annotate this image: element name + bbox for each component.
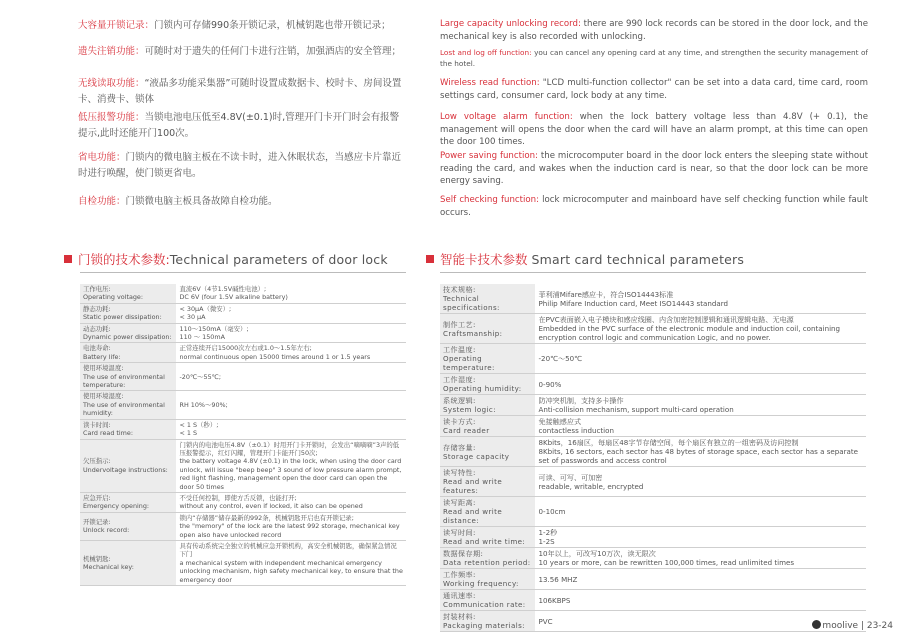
feature-item-en — [440, 194, 868, 219]
spec-value-line: the battery voltage 4.8V (±0.1) in the lock, when using the door card unlock, will issue "beep beep" 3 sound of low pressure alarm prompt, red light flashing, management open the door card can open the door 50 times — [179, 457, 402, 491]
spec-key-cn: 技术规格: — [443, 285, 476, 294]
spec-value — [176, 391, 406, 419]
spec-value — [535, 467, 866, 497]
spec-row — [80, 492, 406, 512]
spec-value-line: 门锁内的电池电压4.8V（±0.1）时用开门卡开锁时，会发出“嘀嘀嘀”3声的低压报警提示，红灯闪耀，管理开门卡能开门50次; — [179, 440, 400, 457]
spec-key — [80, 419, 176, 439]
page-footer: moolive | 23-24 — [812, 620, 893, 631]
spec-row — [440, 497, 866, 527]
smart-card-spec-table — [440, 284, 866, 632]
spec-row — [440, 467, 866, 497]
spec-row — [80, 512, 406, 540]
spec-value-line: PVC — [538, 616, 553, 626]
spec-row — [80, 343, 406, 363]
spec-value-line: 正常连续开启15000次左右或1.0～1.5年左右; — [179, 344, 312, 353]
spec-key-cn: 存储容量: — [443, 442, 476, 452]
spec-key-cn: 电池寿命: — [83, 344, 111, 353]
spec-key — [440, 437, 535, 467]
spec-key — [440, 416, 535, 437]
spec-value-line: < 1 S（秒）; — [179, 420, 219, 429]
spec-key-en: Mechanical key: — [83, 562, 134, 571]
spec-row — [80, 284, 406, 303]
spec-value-line: Philip Mifare Induction card, Meet ISO14443 standard — [538, 298, 728, 308]
spec-key-cn: 读写时间: — [443, 528, 476, 537]
spec-key-cn: 系统逻辑: — [443, 396, 476, 405]
spec-value-line: 110～150mA（毫安）; — [179, 324, 249, 333]
spec-key-cn: 工作电压: — [83, 285, 111, 293]
spec-value-line: 8Kbits，16扇区，每扇区48字节存储空间，每个扇区有独立的一组密码及访问控制 — [538, 438, 799, 447]
section-title-en: Technical parameters of door lock — [169, 252, 388, 267]
spec-key-cn: 制作工艺: — [443, 319, 476, 329]
spec-key — [440, 395, 535, 416]
feature-text: you can cancel any opening card at any time, and strengthen the security management of the hotel. — [440, 48, 868, 68]
feature-item-en — [440, 47, 868, 69]
spec-key-en: Static power dissipation: — [83, 313, 162, 322]
feature-item-en — [440, 77, 868, 102]
spec-value-line: Embedded in the PVC surface of the electronic module and induction coil, containing encryption control logic and communication Logic, and no power. — [538, 324, 841, 342]
spec-key-cn: 读写距离: — [443, 498, 476, 507]
feature-text: 可随时对于遗失的任何门卡进行注销，加强酒店的安全管理； — [144, 46, 402, 57]
spec-value — [535, 527, 866, 548]
spec-value — [176, 419, 406, 439]
spec-row — [440, 437, 866, 467]
spec-value — [535, 548, 866, 569]
spec-key-en: Storage capacity — [443, 451, 510, 461]
spec-row — [80, 391, 406, 419]
spec-key — [440, 590, 535, 611]
spec-value — [176, 284, 406, 303]
spec-key-en: Unlock record: — [83, 526, 130, 535]
spec-key — [80, 512, 176, 540]
feature-label: Large capacity unlocking record: — [440, 19, 581, 29]
spec-key-en: Read and write features: — [443, 477, 503, 495]
divider — [440, 272, 866, 273]
spec-key — [80, 323, 176, 343]
spec-value-line: 可读、可写、可加密 — [538, 472, 603, 482]
spec-key-en: Read and write time: — [443, 537, 526, 546]
feature-item-cn — [78, 18, 408, 34]
spec-value — [176, 540, 406, 585]
spec-key-cn: 使用环境湿度: — [83, 392, 124, 401]
feature-item-en — [440, 111, 868, 149]
spec-value-line: 1-2秒 — [538, 528, 558, 537]
spec-value — [535, 569, 866, 590]
spec-value-line: a mechanical system with independent mechanical emergency unlocking mechanism, high safety mechanical key, to ensure that the emergency door — [179, 558, 403, 584]
spec-value-line: 10 years or more, can be rewritten 100,000 times, read unlimited times — [538, 558, 795, 567]
spec-key-en: Communication rate: — [443, 600, 526, 609]
section-title-door-lock — [64, 250, 388, 268]
spec-row — [440, 284, 866, 314]
spec-value-line: the "memory" of the lock are the latest 992 storage, mechanical key open also have unlocked record — [179, 522, 400, 539]
feature-item-en — [440, 18, 868, 43]
feature-item-cn — [78, 44, 408, 60]
spec-key-en: Data retention period: — [443, 558, 531, 567]
spec-key — [80, 439, 176, 492]
spec-key-en: Working frequency: — [443, 579, 519, 588]
spec-key-en: Operating voltage: — [83, 293, 144, 302]
feature-item-cn — [78, 194, 408, 210]
spec-row — [440, 314, 866, 344]
page-numbers: 23-24 — [866, 621, 893, 631]
spec-value-line: < 30μA（微安）; — [179, 304, 232, 313]
spec-value-line: RH 10%～90%; — [179, 400, 228, 409]
spec-value — [535, 416, 866, 437]
spec-key-en: Card read time: — [83, 429, 133, 438]
spec-key-en: Operating humidity: — [443, 384, 522, 393]
spec-key-en: The use of environmental humidity: — [83, 400, 165, 418]
spec-value — [176, 439, 406, 492]
spec-key — [80, 363, 176, 391]
spec-key-cn: 工作湿度: — [443, 375, 476, 384]
spec-key-cn: 读卡时间: — [83, 420, 111, 429]
spec-value-line: 106KBPS — [538, 595, 571, 605]
spec-value-line: 防冲突机制，支持多卡操作 — [538, 396, 624, 405]
spec-row — [80, 363, 406, 391]
spec-row — [80, 419, 406, 439]
spec-value — [535, 284, 866, 314]
spec-value-line: DC 6V (four 1.5V alkaline battery) — [179, 293, 288, 302]
spec-row — [440, 395, 866, 416]
spec-key — [80, 540, 176, 585]
spec-key — [440, 284, 535, 314]
feature-label: 遗失注销功能： — [78, 46, 145, 57]
spec-row — [440, 344, 866, 374]
spec-key — [440, 527, 535, 548]
spec-value-line: < 1 S — [179, 429, 198, 438]
feature-text: there are 990 lock records can be stored in the door lock, and the mechanical key is also recorded with unlocking. — [440, 19, 869, 42]
spec-value-line: 菲利浦Mifare感应卡，符合ISO14443标准 — [538, 289, 674, 299]
spec-key — [440, 497, 535, 527]
feature-label: Lost and log off function: — [440, 48, 532, 57]
spec-key — [440, 374, 535, 395]
spec-value-line: 在PVC表面嵌入电子模块和感应线圈、内含加密控制逻辑和通讯逻辑电路、无电源 — [538, 315, 794, 324]
door-lock-spec-table — [80, 284, 406, 586]
spec-key — [80, 492, 176, 512]
spec-value-line: 锁内“存储器”储存最新的992条，机械钥匙开启也有开锁记录; — [179, 513, 354, 522]
red-square-bullet — [64, 255, 72, 263]
spec-value-line: < 30 μA — [179, 313, 206, 322]
spec-row — [80, 439, 406, 492]
spec-key-cn: 数据保存期: — [443, 549, 484, 558]
spec-key-cn: 通讯速率: — [443, 591, 476, 600]
spec-key — [440, 569, 535, 590]
spec-row — [440, 548, 866, 569]
spec-value — [535, 590, 866, 611]
spec-value — [535, 437, 866, 467]
spec-key-en: Battery life: — [83, 352, 121, 361]
spec-row — [80, 323, 406, 343]
spec-value-line: contactless induction — [538, 426, 614, 435]
spec-value-line: without any control, even if locked, it also can be opened — [179, 502, 363, 511]
spec-key-cn: 开锁记录: — [83, 517, 111, 526]
feature-text: when the lock battery voltage less than 4.8V (+ 0.1), the management will opens the door when the card will have an alarm prompt, at this time can open the door 100 times. — [440, 112, 868, 147]
feature-label: 自检功能： — [78, 196, 126, 207]
spec-key-cn: 工作温度: — [443, 345, 476, 354]
feature-item-cn — [78, 150, 408, 182]
feature-text: 门锁微电脑主板具备故障自检功能。 — [125, 196, 278, 207]
spec-row — [440, 527, 866, 548]
feature-item-en — [440, 150, 868, 188]
feature-text: 门锁内的微电脑主板在不读卡时，进入休眠状态，当感应卡片靠近时进行唤醒，使门锁更省电。 — [78, 152, 402, 179]
brand-logo-icon — [812, 620, 821, 629]
spec-key — [440, 611, 535, 632]
divider — [80, 272, 406, 273]
section-title-en: Smart card technical parameters — [531, 252, 745, 267]
spec-value — [176, 343, 406, 363]
feature-text: 门锁内可存储990条开锁记录，机械钥匙也带开锁记录； — [154, 20, 391, 31]
feature-label: Self checking function: — [440, 195, 539, 205]
spec-value-line: 10年以上，可改写10万次，读无限次 — [538, 549, 656, 558]
spec-value-line: 免接触感应式 — [538, 417, 582, 426]
spec-value-line: 13.56 MHZ — [538, 574, 578, 584]
spec-value-line: 0-90% — [538, 379, 562, 389]
section-title-smart-card — [426, 250, 744, 268]
spec-row — [440, 590, 866, 611]
spec-key — [80, 391, 176, 419]
feature-text: lock microcomputer and mainboard have self checking function while fault occurs. — [440, 195, 868, 218]
spec-key-en: Undervoltage instructions: — [83, 465, 168, 474]
spec-key-cn: 工作频率: — [443, 570, 476, 579]
spec-key-en: The use of environmental temperature: — [83, 372, 165, 390]
spec-key-cn: 封装材料: — [443, 612, 476, 621]
spec-value — [535, 497, 866, 527]
spec-value — [535, 344, 866, 374]
spec-value-line: 具有传动系统完全独立的机械应急开锁机构，高安全机械钥匙，确保紧急情况下门 — [179, 541, 397, 559]
brand-name: moolive — [822, 621, 859, 631]
spec-value — [535, 374, 866, 395]
spec-value-line: 110 ～ 150mA — [179, 333, 225, 342]
feature-label: 大容量开锁记录： — [78, 20, 155, 31]
spec-value-line: 不受任何控制，即使方舌反锁，也能打开; — [179, 493, 297, 502]
spec-key-en: Read and write distance: — [443, 507, 503, 525]
spec-key — [440, 344, 535, 374]
spec-value-line: 1-2S — [538, 537, 555, 546]
spec-key-en: Craftsmanship: — [443, 328, 503, 338]
spec-key-cn: 动态功耗: — [83, 324, 111, 333]
feature-label: Wireless read function: — [440, 78, 540, 88]
spec-key-cn: 机械钥匙: — [83, 554, 111, 563]
spec-key-cn: 读写特性: — [443, 468, 476, 477]
feature-label: 无线读取功能： — [78, 78, 145, 89]
spec-value — [535, 395, 866, 416]
spec-key-cn: 使用环境温度: — [83, 364, 124, 373]
feature-label: Low voltage alarm function: — [440, 112, 573, 122]
spec-key-cn: 读卡方式: — [443, 417, 476, 426]
spec-value — [535, 314, 866, 344]
spec-value-line: -20℃～50℃ — [538, 354, 583, 363]
feature-item-cn — [78, 76, 408, 108]
spec-value-line: readable, writable, encrypted — [538, 481, 644, 491]
spec-key-en: Card reader — [443, 426, 490, 435]
spec-key — [80, 303, 176, 323]
feature-text: 当锁电池电压低至4.8V(±0.1)时,管理开门卡开门时会有报警提示,此时还能开门100次。 — [78, 112, 400, 139]
feature-item-cn — [78, 110, 408, 142]
spec-key — [440, 314, 535, 344]
spec-key — [440, 548, 535, 569]
feature-text: "LCD multi-function collector" can be set into a data card, time card, room settings card, consumer card, lock body at any time. — [440, 78, 868, 101]
spec-value — [176, 323, 406, 343]
spec-value-line: 8Kbits, 16 sectors, each sector has 48 bytes of storage space, each sector has a separate set of passwords and access control — [538, 447, 859, 465]
spec-row — [440, 611, 866, 632]
spec-key — [440, 467, 535, 497]
spec-key-cn: 静态功耗: — [83, 304, 111, 313]
spec-value — [176, 512, 406, 540]
red-square-bullet — [426, 255, 434, 263]
spec-row — [440, 374, 866, 395]
feature-label: 低压报警功能： — [78, 112, 145, 123]
spec-key-cn: 应急开启: — [83, 493, 111, 502]
spec-value-line: 直流6V（4节1.5V碱性电池）; — [179, 285, 267, 293]
feature-label: Power saving function: — [440, 151, 538, 161]
spec-key-en: Dynamic power dissipation: — [83, 333, 172, 342]
spec-value-line: Anti-collision mechanism, support multi-card operation — [538, 405, 734, 414]
spec-value-line: -20℃～55℃; — [179, 372, 221, 381]
section-title-cn: 智能卡技术参数 — [440, 252, 528, 267]
spec-key-en: Packaging materials: — [443, 621, 525, 630]
spec-row — [440, 416, 866, 437]
spec-value — [176, 492, 406, 512]
spec-row — [440, 569, 866, 590]
spec-key — [80, 343, 176, 363]
feature-text: the microcomputer board in the door lock enters the sleeping state without reading the card, and wakes when the induction card is near, so that the door lock can be more energy saving. — [440, 151, 868, 186]
spec-key-en: Operating temperature: — [443, 354, 495, 372]
feature-label: 省电功能： — [78, 152, 126, 163]
spec-row — [80, 303, 406, 323]
spec-key — [80, 284, 176, 303]
spec-key-cn: 欠压指示: — [83, 457, 111, 466]
spec-row — [80, 540, 406, 585]
spec-key-en: System logic: — [443, 405, 496, 414]
spec-key-en: Emergency opening: — [83, 502, 150, 511]
spec-value-line: normal continuous open 15000 times around 1 or 1.5 years — [179, 352, 371, 361]
spec-value — [176, 363, 406, 391]
spec-key-en: Technical specifications: — [443, 294, 500, 312]
section-title-cn: 门锁的技术参数: — [78, 252, 170, 267]
feature-text: “液晶多功能采集器”可随时设置成数据卡、校时卡、房间设置卡、消费卡、锁体 — [78, 78, 402, 105]
spec-value — [176, 303, 406, 323]
spec-value-line: 0-10cm — [538, 507, 566, 516]
